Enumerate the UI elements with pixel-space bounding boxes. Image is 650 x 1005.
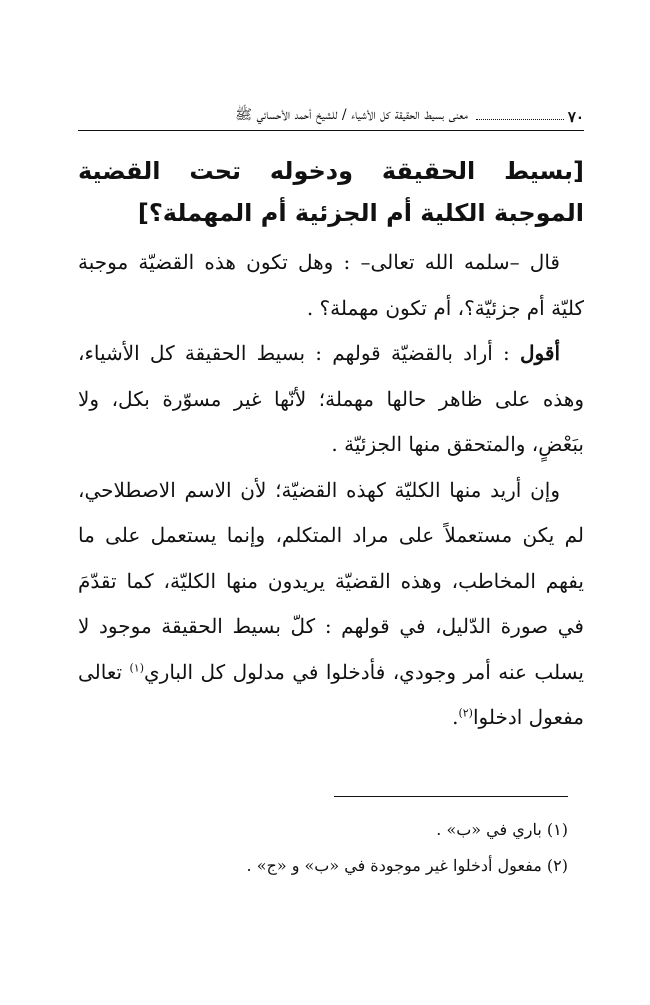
page-number: ٧٠ [567, 108, 584, 126]
running-header [78, 100, 584, 126]
footnote-1: (١) باري في «ب» . [436, 820, 568, 839]
footnote-separator [334, 796, 568, 797]
section-title: [بسيط الحقيقة ودخوله تحت القضية الموجبة الكلية أم الجزئية أم المهملة؟] [78, 157, 584, 227]
paragraph-3-end: . [452, 705, 459, 729]
paragraph-3-tail: تعالى مفعول ادخلوا [78, 659, 584, 729]
running-title: معنى بسيط الحقيقة كل الأشياء / للشيخ أحمد الأحسائي ﷺ [235, 107, 468, 123]
paragraph-1-text: قال –سلمه الله تعالى– : وهل تكون هذه القضيّة موجبة كليّة أم جزئيّة؟، أم تكون مهملة؟ . [78, 250, 584, 320]
paragraph-1 [78, 240, 584, 331]
footnotes [78, 812, 568, 884]
paragraph-3-text: وإن أريد منها الكليّة كهذه القضيّة؛ لأن الاسم الاصطلاحي، لم يكن مستعملاً على مراد المتكلم، وإنما يستعمل على ما يفهم المخاطب، وهذه القضيّة يريدون منها الكليّة، كما تقدّمَ في صورة الدّليل، في قولهم : كلّ بسيط الحقيقة موجود لا يسلب عنه أمر وجودي، فأدخلوا في مدلول كل الباري [78, 477, 584, 684]
footnote-ref-2[interactable]: (٢) [458, 706, 473, 720]
paragraph-2 [78, 331, 584, 468]
paragraph-2-text: : أراد بالقضيّة قولهم : بسيط الحقيقة كل الأشياء، وهذه على ظاهر حالها مهملة؛ لأنّها غير مسوّرة بكل، ولا ببَعْضٍ، والمتحقق منها الجزئيّة . [78, 341, 585, 456]
main-text [78, 150, 584, 741]
leader-dots [476, 113, 564, 120]
footnote-ref-1[interactable]: (١) [129, 660, 145, 674]
footnote-2: (٢) مفعول أدخلوا غير موجودة في «ب» و «ج» . [246, 856, 568, 875]
paragraph-2-lead: أقول [520, 341, 560, 365]
header-rule [78, 130, 584, 131]
paragraph-3 [78, 468, 584, 741]
